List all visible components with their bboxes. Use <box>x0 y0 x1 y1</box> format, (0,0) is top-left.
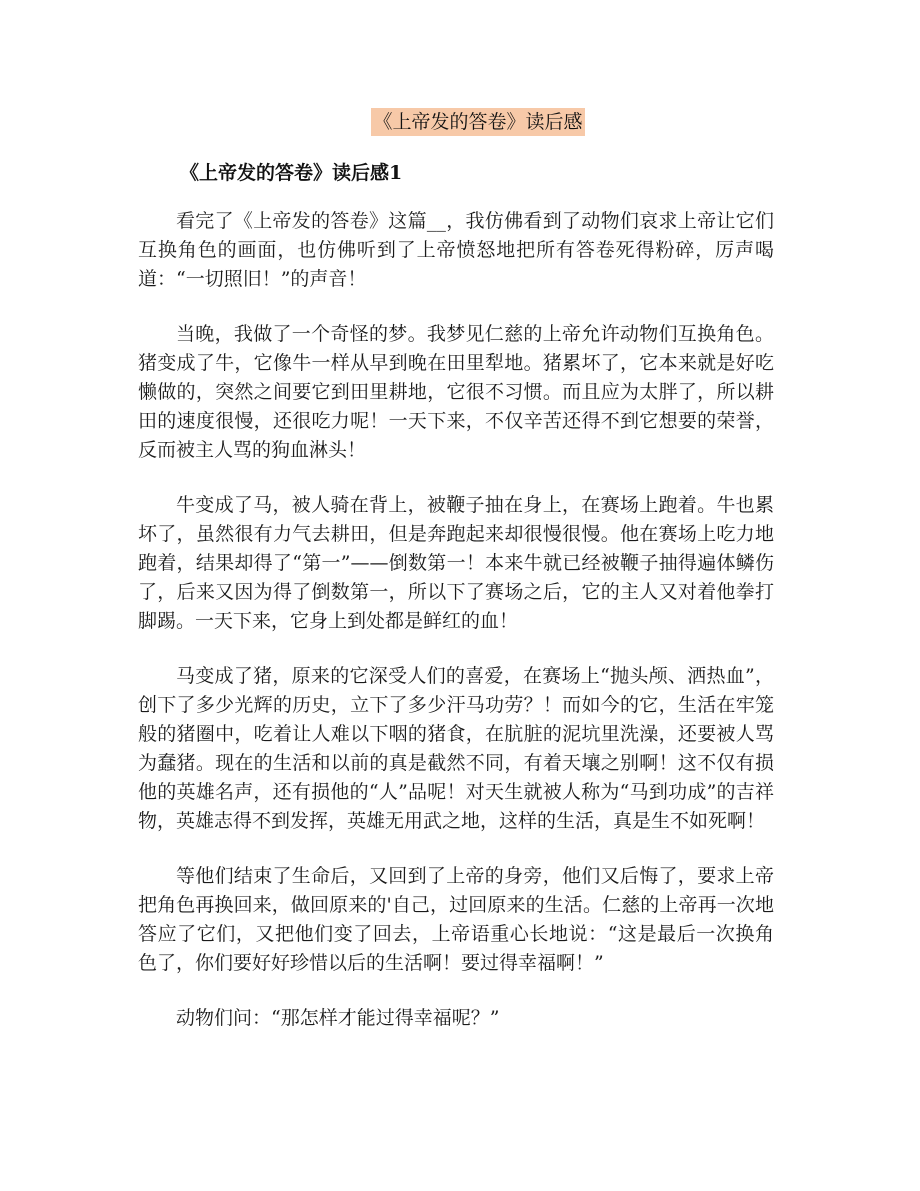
document-body <box>138 207 774 1059</box>
paragraph-6: 动物们问：“那怎样才能过得幸福呢？” <box>176 1007 500 1029</box>
paragraph-2: 当晚，我做了一个奇怪的梦。我梦见仁慈的上帝允许动物们互换角色。猪变成了牛，它像牛一样从早到晚在田里犁地。猪累坏了，它本来就是好吃懒做的，突然之间要它到田里耕地，它很不习惯。而且应为太胖了，所以耕田的速度很慢，还很吃力呢！一天下来，不仅辛苦还得不到它想要的荣誉，反而被主人骂的狗血淋头！ <box>138 323 774 461</box>
document-title: 《上帝发的答卷》读后感 <box>371 108 584 136</box>
paragraph-1: 看完了《上帝发的答卷》这篇__，我仿佛看到了动物们哀求上帝让它们互换角色的画面，也仿佛听到了上帝愤怒地把所有答卷死得粉碎，厉声喝道：“一切照旧！”的声音！ <box>138 210 774 290</box>
paragraph-3: 牛变成了马，被人骑在背上，被鞭子抽在身上，在赛场上跑着。牛也累坏了，虽然很有力气去耕田，但是奔跑起来却很慢很慢。他在赛场上吃力地跑着，结果却得了“第一”——倒数第一！本来牛就已经被鞭子抽得遍体鳞伤了，后来又因为得了倒数第一，所以下了赛场之后，它的主人又对着他拳打脚踢。一天下来，它身上到处都是鲜红的血！ <box>138 494 774 632</box>
paragraph-4: 马变成了猪，原来的它深受人们的喜爱，在赛场上“抛头颅、洒热血”，创下了多少光辉的历史，立下了多少汗马功劳？！而如今的它，生活在牢笼般的猪圈中，吃着让人难以下咽的猪食，在肮脏的泥坑里洗澡，还要被人骂为蠢猪。现在的生活和以前的真是截然不同，有着天壤之别啊！这不仅有损他的英雄名声，还有损他的“人”品呢！对天生就被人称为“马到功成”的吉祥物，英雄志得不到发挥，英雄无用武之地，这样的生活，真是生不如死啊！ <box>138 665 774 832</box>
paragraph-5: 等他们结束了生命后，又回到了上帝的身旁，他们又后悔了，要求上帝把角色再换回来，做回原来的'自己，过回原来的生活。仁慈的上帝再一次地答应了它们，又把他们变了回去，上帝语重心长地说：“这是最后一次换角色了，你们要好好珍惜以后的生活啊！要过得幸福啊！” <box>138 865 774 974</box>
section-heading: 《上帝发的答卷》读后感1 <box>180 162 403 184</box>
title-container <box>0 108 920 136</box>
